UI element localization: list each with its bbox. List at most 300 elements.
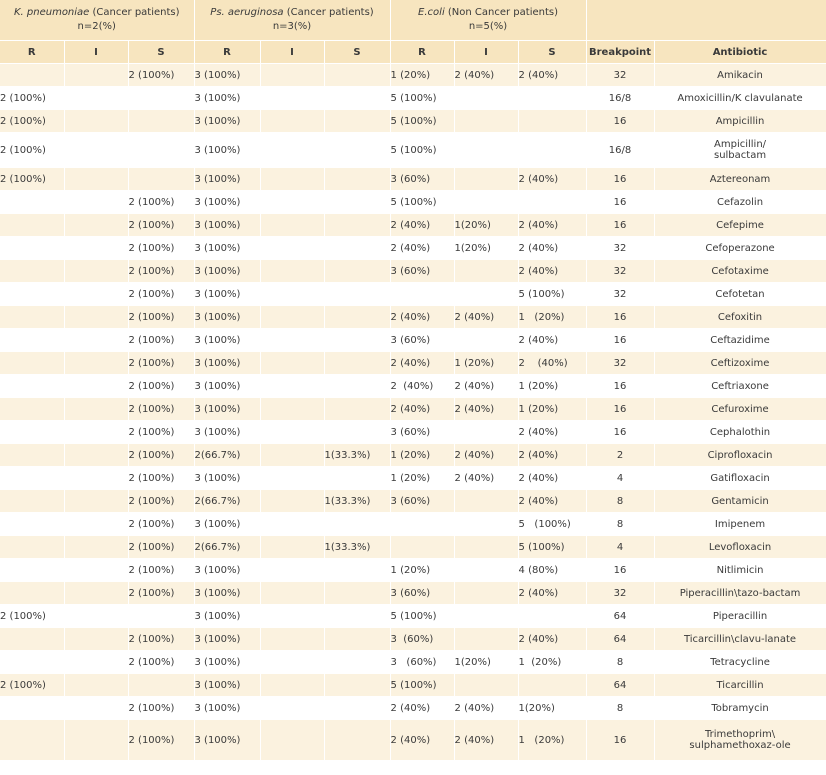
cell-k-r bbox=[0, 398, 64, 421]
cell-k-r bbox=[0, 191, 64, 214]
cell-ec-r: 2 (40%) bbox=[390, 214, 454, 237]
cell-ec-r: 3 (60%) bbox=[390, 421, 454, 444]
cell-ec-i: 2 (40%) bbox=[454, 64, 518, 87]
table-row bbox=[0, 490, 826, 513]
cell-breakpoint: 4 bbox=[586, 536, 654, 559]
cell-ps-s bbox=[324, 283, 390, 306]
cell-ps-r: 3 (100%) bbox=[194, 697, 260, 720]
cell-ec-r: 2 (40%) bbox=[390, 352, 454, 375]
cell-ec-s: 2 (40%) bbox=[518, 329, 586, 352]
cell-ps-r: 3 (100%) bbox=[194, 306, 260, 329]
cell-ec-r: 1 (20%) bbox=[390, 444, 454, 467]
cell-antibiotic: Piperacillin\tazo-bactam bbox=[654, 582, 826, 605]
sample-size: n=2(%) bbox=[77, 21, 116, 32]
cell-ec-i bbox=[454, 536, 518, 559]
cell-ec-r: 3 (60%) bbox=[390, 168, 454, 191]
cell-k-i bbox=[64, 329, 128, 352]
cell-ps-r: 3 (100%) bbox=[194, 674, 260, 697]
cell-breakpoint: 8 bbox=[586, 513, 654, 536]
cell-ps-i bbox=[260, 329, 324, 352]
cell-ps-i bbox=[260, 375, 324, 398]
table-row bbox=[0, 237, 826, 260]
column-header-breakpoint: Breakpoint bbox=[586, 41, 654, 64]
cell-k-i bbox=[64, 191, 128, 214]
cell-ps-s bbox=[324, 467, 390, 490]
cell-k-r bbox=[0, 559, 64, 582]
cell-antibiotic: Cefotaxime bbox=[654, 260, 826, 283]
cell-ps-i bbox=[260, 444, 324, 467]
cell-ec-s bbox=[518, 674, 586, 697]
cell-ec-s bbox=[518, 605, 586, 628]
cell-ec-r: 5 (100%) bbox=[390, 605, 454, 628]
table-row bbox=[0, 444, 826, 467]
cell-antibiotic: Tetracycline bbox=[654, 651, 826, 674]
cell-k-i bbox=[64, 697, 128, 720]
cell-k-r: 2 (100%) bbox=[0, 87, 64, 110]
cell-k-i bbox=[64, 110, 128, 133]
cell-ps-i bbox=[260, 490, 324, 513]
organism-name: E.coli bbox=[418, 7, 445, 18]
table-row bbox=[0, 110, 826, 133]
cell-ps-i bbox=[260, 720, 324, 761]
cell-antibiotic: Cefuroxime bbox=[654, 398, 826, 421]
cell-ps-s bbox=[324, 64, 390, 87]
cell-ec-r: 3 (60%) bbox=[390, 582, 454, 605]
cell-antibiotic: Aztereonam bbox=[654, 168, 826, 191]
cell-k-r bbox=[0, 375, 64, 398]
cell-k-i bbox=[64, 168, 128, 191]
cell-k-i bbox=[64, 64, 128, 87]
cell-antibiotic: Amikacin bbox=[654, 64, 826, 87]
cell-k-i bbox=[64, 559, 128, 582]
cell-ec-r: 2 (40%) bbox=[390, 697, 454, 720]
cell-ps-s bbox=[324, 582, 390, 605]
cell-ec-r: 3 (60%) bbox=[390, 329, 454, 352]
cell-breakpoint: 32 bbox=[586, 64, 654, 87]
cell-k-s: 2 (100%) bbox=[128, 628, 194, 651]
group-header-k-pneumoniae bbox=[0, 0, 194, 41]
cell-k-s bbox=[128, 110, 194, 133]
cell-k-i bbox=[64, 467, 128, 490]
table-row bbox=[0, 582, 826, 605]
cell-ec-i bbox=[454, 513, 518, 536]
cell-k-s: 2 (100%) bbox=[128, 191, 194, 214]
column-header-ps-i: I bbox=[260, 41, 324, 64]
cell-ec-r: 5 (100%) bbox=[390, 133, 454, 168]
cell-ec-s: 1 (20%) bbox=[518, 398, 586, 421]
cell-ec-s: 1 (20%) bbox=[518, 720, 586, 761]
cell-ec-r: 3 (60%) bbox=[390, 490, 454, 513]
cell-breakpoint: 16 bbox=[586, 720, 654, 761]
cell-ps-r: 3 (100%) bbox=[194, 605, 260, 628]
cell-ec-s: 1 (20%) bbox=[518, 375, 586, 398]
cell-ps-s bbox=[324, 168, 390, 191]
cell-ec-s bbox=[518, 133, 586, 168]
cell-antibiotic: Ciprofloxacin bbox=[654, 444, 826, 467]
cell-k-i bbox=[64, 260, 128, 283]
cell-ps-s bbox=[324, 191, 390, 214]
cell-ps-r: 2(66.7%) bbox=[194, 490, 260, 513]
cell-ps-r: 2(66.7%) bbox=[194, 536, 260, 559]
cell-ps-i bbox=[260, 306, 324, 329]
cell-k-r bbox=[0, 444, 64, 467]
cell-k-r: 2 (100%) bbox=[0, 168, 64, 191]
cell-ec-s: 1(20%) bbox=[518, 697, 586, 720]
cell-breakpoint: 16 bbox=[586, 559, 654, 582]
cell-ec-s: 2 (40%) bbox=[518, 214, 586, 237]
cell-k-s: 2 (100%) bbox=[128, 283, 194, 306]
patient-context: (Non Cancer patients) bbox=[444, 7, 558, 18]
cell-ps-s bbox=[324, 559, 390, 582]
cell-k-s: 2 (100%) bbox=[128, 375, 194, 398]
cell-ps-i bbox=[260, 237, 324, 260]
cell-k-i bbox=[64, 133, 128, 168]
cell-k-i bbox=[64, 605, 128, 628]
cell-ps-s: 1(33.3%) bbox=[324, 490, 390, 513]
cell-ec-i bbox=[454, 283, 518, 306]
cell-ps-s bbox=[324, 513, 390, 536]
cell-ec-s: 2 (40%) bbox=[518, 582, 586, 605]
cell-ps-r: 3 (100%) bbox=[194, 398, 260, 421]
cell-breakpoint: 16 bbox=[586, 398, 654, 421]
column-header-row bbox=[0, 41, 826, 64]
cell-ec-i: 2 (40%) bbox=[454, 720, 518, 761]
cell-k-s: 2 (100%) bbox=[128, 720, 194, 761]
column-header-ps-r: R bbox=[194, 41, 260, 64]
cell-ec-s: 2 (40%) bbox=[518, 64, 586, 87]
cell-k-r bbox=[0, 467, 64, 490]
cell-ps-r: 3 (100%) bbox=[194, 467, 260, 490]
cell-ps-s bbox=[324, 87, 390, 110]
cell-ps-r: 3 (100%) bbox=[194, 375, 260, 398]
cell-k-r: 2 (100%) bbox=[0, 110, 64, 133]
cell-k-s: 2 (100%) bbox=[128, 214, 194, 237]
cell-k-i bbox=[64, 375, 128, 398]
cell-ps-s bbox=[324, 133, 390, 168]
cell-ec-r: 5 (100%) bbox=[390, 674, 454, 697]
cell-breakpoint: 16 bbox=[586, 110, 654, 133]
patient-context: (Cancer patients) bbox=[89, 7, 180, 18]
cell-breakpoint: 8 bbox=[586, 651, 654, 674]
cell-ps-s bbox=[324, 375, 390, 398]
table-row bbox=[0, 352, 826, 375]
cell-ps-i bbox=[260, 559, 324, 582]
cell-ec-i: 1(20%) bbox=[454, 237, 518, 260]
cell-k-i bbox=[64, 651, 128, 674]
cell-ps-s bbox=[324, 421, 390, 444]
cell-ps-i bbox=[260, 283, 324, 306]
cell-breakpoint: 32 bbox=[586, 260, 654, 283]
cell-ec-i: 2 (40%) bbox=[454, 375, 518, 398]
table-row bbox=[0, 674, 826, 697]
cell-k-s: 2 (100%) bbox=[128, 467, 194, 490]
table-row bbox=[0, 697, 826, 720]
group-header-ps-aeruginosa bbox=[194, 0, 390, 41]
cell-k-s bbox=[128, 168, 194, 191]
cell-ps-i bbox=[260, 605, 324, 628]
cell-antibiotic: Cefotetan bbox=[654, 283, 826, 306]
cell-ps-s bbox=[324, 306, 390, 329]
cell-k-i bbox=[64, 490, 128, 513]
table-row bbox=[0, 467, 826, 490]
cell-ps-r: 3 (100%) bbox=[194, 133, 260, 168]
sample-size: n=5(%) bbox=[468, 21, 508, 32]
cell-k-i bbox=[64, 87, 128, 110]
cell-ps-r: 3 (100%) bbox=[194, 191, 260, 214]
cell-ec-s: 2 (40%) bbox=[518, 168, 586, 191]
cell-ec-r bbox=[390, 283, 454, 306]
cell-k-i bbox=[64, 398, 128, 421]
cell-ps-r: 3 (100%) bbox=[194, 87, 260, 110]
cell-ec-i: 2 (40%) bbox=[454, 467, 518, 490]
cell-breakpoint: 32 bbox=[586, 582, 654, 605]
cell-breakpoint: 16 bbox=[586, 191, 654, 214]
cell-ec-s bbox=[518, 191, 586, 214]
cell-ec-r: 3 (60%) bbox=[390, 260, 454, 283]
column-header-ec-r: R bbox=[390, 41, 454, 64]
cell-breakpoint: 64 bbox=[586, 674, 654, 697]
cell-ec-s: 4 (80%) bbox=[518, 559, 586, 582]
cell-ec-i bbox=[454, 421, 518, 444]
table-row bbox=[0, 628, 826, 651]
cell-antibiotic: Imipenem bbox=[654, 513, 826, 536]
cell-k-i bbox=[64, 306, 128, 329]
cell-ps-i bbox=[260, 467, 324, 490]
cell-ps-s bbox=[324, 352, 390, 375]
cell-ec-i: 2 (40%) bbox=[454, 398, 518, 421]
cell-antibiotic: Ampicillin bbox=[654, 110, 826, 133]
cell-ec-s: 1 (20%) bbox=[518, 651, 586, 674]
cell-ec-r: 1 (20%) bbox=[390, 559, 454, 582]
cell-k-r bbox=[0, 64, 64, 87]
cell-ps-i bbox=[260, 191, 324, 214]
cell-ec-s: 5 (100%) bbox=[518, 283, 586, 306]
cell-ps-r: 3 (100%) bbox=[194, 582, 260, 605]
cell-antibiotic: Gatifloxacin bbox=[654, 467, 826, 490]
table-row bbox=[0, 421, 826, 444]
cell-ec-r: 5 (100%) bbox=[390, 87, 454, 110]
cell-ec-s: 2 (40%) bbox=[518, 421, 586, 444]
cell-ec-s: 2 (40%) bbox=[518, 444, 586, 467]
cell-breakpoint: 64 bbox=[586, 628, 654, 651]
cell-ps-i bbox=[260, 352, 324, 375]
cell-k-i bbox=[64, 720, 128, 761]
cell-k-s: 2 (100%) bbox=[128, 260, 194, 283]
cell-ps-r: 3 (100%) bbox=[194, 168, 260, 191]
cell-ec-r: 1 (20%) bbox=[390, 467, 454, 490]
cell-k-s: 2 (100%) bbox=[128, 513, 194, 536]
cell-ps-r: 3 (100%) bbox=[194, 559, 260, 582]
cell-k-s: 2 (100%) bbox=[128, 306, 194, 329]
patient-context: (Cancer patients) bbox=[283, 7, 374, 18]
cell-breakpoint: 16/8 bbox=[586, 133, 654, 168]
cell-ec-i: 2 (40%) bbox=[454, 444, 518, 467]
cell-k-s: 2 (100%) bbox=[128, 651, 194, 674]
cell-k-s: 2 (100%) bbox=[128, 697, 194, 720]
cell-k-s bbox=[128, 674, 194, 697]
column-header-ps-s: S bbox=[324, 41, 390, 64]
cell-ps-i bbox=[260, 513, 324, 536]
cell-ec-s bbox=[518, 87, 586, 110]
cell-k-r bbox=[0, 421, 64, 444]
cell-k-r bbox=[0, 582, 64, 605]
cell-antibiotic: Ticarcillin\clavu-lanate bbox=[654, 628, 826, 651]
cell-ps-i bbox=[260, 674, 324, 697]
cell-ps-r: 3 (100%) bbox=[194, 651, 260, 674]
cell-ec-i bbox=[454, 674, 518, 697]
column-header-antibiotic: Antibiotic bbox=[654, 41, 826, 64]
cell-ec-i: 2 (40%) bbox=[454, 306, 518, 329]
cell-ec-s: 2 (40%) bbox=[518, 467, 586, 490]
sample-size: n=3(%) bbox=[272, 21, 312, 32]
cell-breakpoint: 16 bbox=[586, 306, 654, 329]
cell-ec-r: 3 (60%) bbox=[390, 628, 454, 651]
cell-k-i bbox=[64, 283, 128, 306]
cell-k-s bbox=[128, 87, 194, 110]
cell-k-s: 2 (100%) bbox=[128, 421, 194, 444]
table-row bbox=[0, 133, 826, 168]
cell-breakpoint: 4 bbox=[586, 467, 654, 490]
cell-ps-r: 3 (100%) bbox=[194, 214, 260, 237]
cell-ec-i bbox=[454, 133, 518, 168]
cell-ps-r: 3 (100%) bbox=[194, 260, 260, 283]
table-row bbox=[0, 536, 826, 559]
cell-ps-r: 3 (100%) bbox=[194, 329, 260, 352]
cell-ps-i bbox=[260, 64, 324, 87]
cell-k-s: 2 (100%) bbox=[128, 352, 194, 375]
cell-ps-r: 3 (100%) bbox=[194, 352, 260, 375]
table-row bbox=[0, 214, 826, 237]
cell-k-i bbox=[64, 421, 128, 444]
cell-ec-s: 2 (40%) bbox=[518, 237, 586, 260]
cell-ec-i bbox=[454, 628, 518, 651]
cell-antibiotic: Piperacillin bbox=[654, 605, 826, 628]
cell-breakpoint: 32 bbox=[586, 352, 654, 375]
cell-breakpoint: 32 bbox=[586, 283, 654, 306]
table-row bbox=[0, 513, 826, 536]
cell-k-s: 2 (100%) bbox=[128, 582, 194, 605]
cell-k-r: 2 (100%) bbox=[0, 605, 64, 628]
cell-breakpoint: 8 bbox=[586, 697, 654, 720]
cell-breakpoint: 16 bbox=[586, 329, 654, 352]
cell-ec-i: 1(20%) bbox=[454, 651, 518, 674]
table-row bbox=[0, 329, 826, 352]
cell-ec-r: 1 (20%) bbox=[390, 64, 454, 87]
cell-k-r bbox=[0, 697, 64, 720]
cell-k-s bbox=[128, 605, 194, 628]
cell-ps-s bbox=[324, 697, 390, 720]
table-body bbox=[0, 64, 826, 761]
cell-ps-s bbox=[324, 237, 390, 260]
cell-antibiotic: Cefoperazone bbox=[654, 237, 826, 260]
cell-ec-s: 5 (100%) bbox=[518, 513, 586, 536]
cell-ec-i bbox=[454, 329, 518, 352]
cell-ec-s: 2 (40%) bbox=[518, 628, 586, 651]
cell-ps-s bbox=[324, 260, 390, 283]
cell-k-s: 2 (100%) bbox=[128, 237, 194, 260]
cell-ps-i bbox=[260, 214, 324, 237]
cell-breakpoint: 16 bbox=[586, 375, 654, 398]
cell-k-r: 2 (100%) bbox=[0, 133, 64, 168]
cell-k-i bbox=[64, 352, 128, 375]
cell-breakpoint: 2 bbox=[586, 444, 654, 467]
cell-ec-s bbox=[518, 110, 586, 133]
group-header-blank bbox=[586, 0, 826, 41]
cell-ec-s: 1 (20%) bbox=[518, 306, 586, 329]
table-row bbox=[0, 720, 826, 761]
cell-k-i bbox=[64, 536, 128, 559]
cell-ps-r: 3 (100%) bbox=[194, 421, 260, 444]
cell-antibiotic: Ceftriaxone bbox=[654, 375, 826, 398]
cell-breakpoint: 16/8 bbox=[586, 87, 654, 110]
cell-ec-r: 3 (60%) bbox=[390, 651, 454, 674]
cell-k-r bbox=[0, 260, 64, 283]
cell-antibiotic: Cefazolin bbox=[654, 191, 826, 214]
cell-k-s: 2 (100%) bbox=[128, 329, 194, 352]
cell-antibiotic: Nitlimicin bbox=[654, 559, 826, 582]
cell-ec-s: 2 (40%) bbox=[518, 490, 586, 513]
cell-k-r bbox=[0, 536, 64, 559]
cell-antibiotic: Gentamicin bbox=[654, 490, 826, 513]
cell-k-i bbox=[64, 674, 128, 697]
cell-antibiotic: Ampicillin/ sulbactam bbox=[654, 133, 826, 168]
group-header-row bbox=[0, 0, 826, 41]
cell-ec-r: 2 (40%) bbox=[390, 375, 454, 398]
organism-name: Ps. aeruginosa bbox=[210, 7, 284, 18]
cell-k-r bbox=[0, 214, 64, 237]
table-row bbox=[0, 605, 826, 628]
table-row bbox=[0, 64, 826, 87]
cell-k-s: 2 (100%) bbox=[128, 64, 194, 87]
cell-ps-s bbox=[324, 628, 390, 651]
cell-ec-r: 2 (40%) bbox=[390, 237, 454, 260]
cell-k-s: 2 (100%) bbox=[128, 536, 194, 559]
cell-ps-s: 1(33.3%) bbox=[324, 536, 390, 559]
cell-antibiotic: Ceftazidime bbox=[654, 329, 826, 352]
cell-antibiotic: Cefoxitin bbox=[654, 306, 826, 329]
table-row bbox=[0, 168, 826, 191]
cell-k-r bbox=[0, 513, 64, 536]
cell-k-s: 2 (100%) bbox=[128, 490, 194, 513]
cell-ec-r: 5 (100%) bbox=[390, 110, 454, 133]
cell-k-i bbox=[64, 214, 128, 237]
cell-ps-s bbox=[324, 720, 390, 761]
cell-ec-s: 2 (40%) bbox=[518, 352, 586, 375]
cell-ps-r: 3 (100%) bbox=[194, 283, 260, 306]
cell-antibiotic: Amoxicillin/K clavulanate bbox=[654, 87, 826, 110]
cell-k-i bbox=[64, 582, 128, 605]
column-header-ec-s: S bbox=[518, 41, 586, 64]
cell-ec-i bbox=[454, 559, 518, 582]
cell-ec-i: 2 (40%) bbox=[454, 697, 518, 720]
cell-ec-r bbox=[390, 513, 454, 536]
cell-k-r bbox=[0, 283, 64, 306]
cell-ps-i bbox=[260, 133, 324, 168]
table-row bbox=[0, 283, 826, 306]
cell-k-r bbox=[0, 720, 64, 761]
cell-ps-i bbox=[260, 110, 324, 133]
cell-ps-s bbox=[324, 674, 390, 697]
column-header-k-s: S bbox=[128, 41, 194, 64]
cell-ec-r: 2 (40%) bbox=[390, 306, 454, 329]
cell-k-r bbox=[0, 237, 64, 260]
cell-k-i bbox=[64, 513, 128, 536]
column-header-k-i: I bbox=[64, 41, 128, 64]
table-row bbox=[0, 306, 826, 329]
cell-ps-i bbox=[260, 87, 324, 110]
cell-ps-r: 3 (100%) bbox=[194, 628, 260, 651]
cell-antibiotic: Ceftizoxime bbox=[654, 352, 826, 375]
